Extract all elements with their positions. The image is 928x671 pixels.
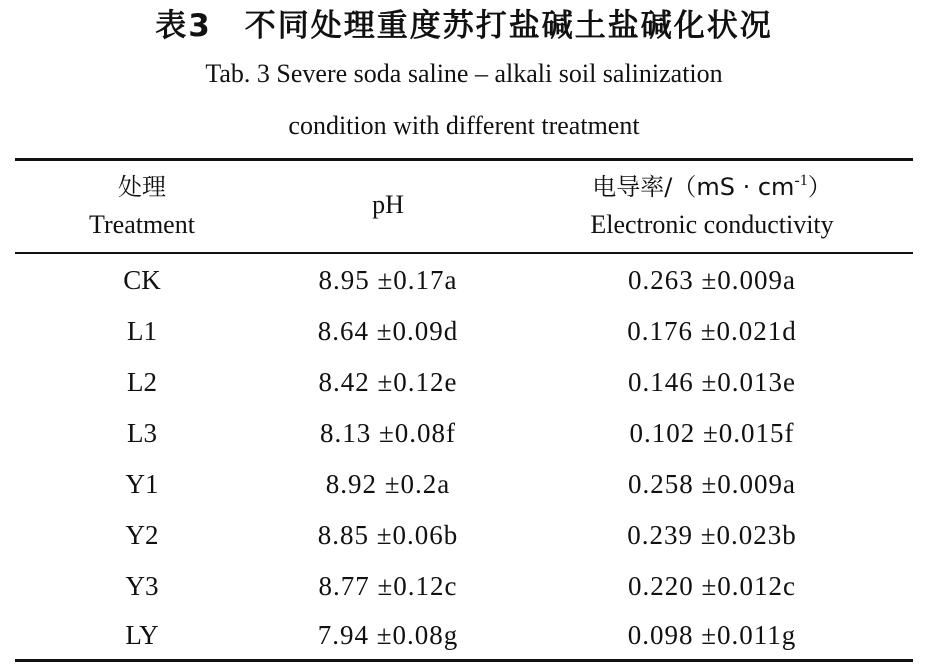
header-treatment-en: Treatment [89,210,195,239]
header-ec-cn: 电导率/（mS · cm [592,173,795,201]
cell-treatment: Y1 [125,469,159,499]
cell-treatment: LY [125,620,159,650]
table-title-chinese: 表3 不同处理重度苏打盐碱土盐碱化状况 [155,8,773,44]
header-ec [512,168,912,244]
table-title-english-line1: Tab. 3 Severe soda saline – alkali soil salinization [205,59,723,88]
cell-treatment: Y3 [125,571,159,601]
header-ec-en: Electronic conductivity [590,210,834,239]
header-treatment [42,168,242,244]
header-treatment-cn: 处理 [118,173,166,201]
table-header-rule [15,252,913,254]
table-row [0,408,928,459]
cell-ph: 8.42 ±0.12e [318,367,458,397]
cell-ec: 0.220 ±0.012c [627,571,797,601]
cell-ec: 0.239 ±0.023b [627,520,797,550]
table-row [0,561,928,612]
cell-ec: 0.098 ±0.011g [627,620,797,650]
cell-ec: 0.263 ±0.009a [627,265,797,295]
table-row [0,306,928,357]
cell-ph: 7.94 ±0.08g [317,620,459,650]
table-title-english-line2: condition with different treatment [288,111,640,140]
header-ph: pH [372,190,404,219]
table-row [0,610,928,661]
cell-ec: 0.146 ±0.013e [627,367,797,397]
cell-ph: 8.95 ±0.17a [318,265,458,295]
cell-treatment: CK [123,265,161,295]
cell-ec: 0.258 ±0.009a [627,469,797,499]
cell-treatment: L1 [127,316,157,346]
table-bottom-rule [15,659,913,662]
table-row [0,357,928,408]
header-ec-exponent: -1 [794,172,808,189]
table-row [0,510,928,561]
header-ec-cn-line [512,168,912,206]
cell-ph: 8.13 ±0.08f [319,418,457,448]
cell-ec: 0.102 ±0.015f [629,418,795,448]
cell-ph: 8.64 ±0.09d [317,316,459,346]
table-row [0,459,928,510]
cell-ec: 0.176 ±0.021d [627,316,797,346]
header-ec-close: ） [807,173,832,201]
cell-ph: 8.92 ±0.2a [325,469,451,499]
cell-ph: 8.85 ±0.06b [317,520,459,550]
cell-treatment: L3 [127,418,157,448]
cell-treatment: L2 [127,367,157,397]
table-row [0,255,928,306]
cell-treatment: Y2 [125,520,159,550]
table-top-rule [15,158,913,161]
cell-ph: 8.77 ±0.12c [318,571,458,601]
